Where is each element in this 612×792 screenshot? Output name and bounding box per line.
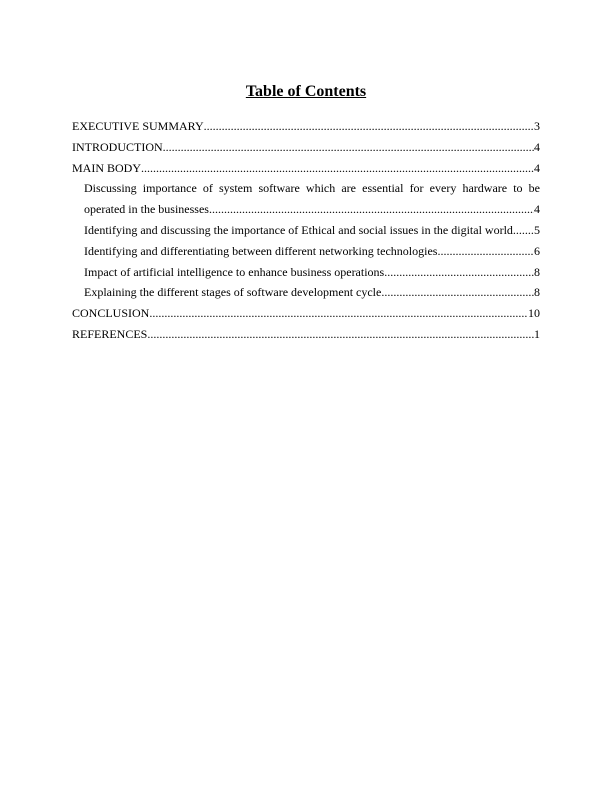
toc-page-number: 10 <box>528 306 540 321</box>
toc-entry-system-software[interactable] <box>72 178 540 220</box>
toc-page-number: 4 <box>534 202 540 217</box>
dot-leader <box>384 262 534 283</box>
toc-page-number: 5 <box>534 222 540 237</box>
toc-entry-text: Impact of artificial intelligence to enhance business operations <box>84 264 385 279</box>
toc-page-number: 8 <box>534 264 540 279</box>
toc-entry-text-line2: operated in the businesses <box>84 202 209 217</box>
toc-entry-conclusion[interactable] <box>72 303 540 324</box>
toc-entry-text: MAIN BODY <box>72 160 141 175</box>
dot-leader <box>204 116 534 137</box>
toc-entry-executive-summary[interactable] <box>72 116 540 137</box>
toc-entry-main-body[interactable] <box>72 158 540 179</box>
dot-leader <box>513 220 534 241</box>
dot-leader <box>163 137 534 158</box>
toc-entry-software-development-cycle[interactable] <box>72 282 540 303</box>
toc-entry-text: Identifying and discussing the importance of Ethical and social issues in the digital world <box>84 222 513 237</box>
toc-page-number: 8 <box>534 285 540 300</box>
toc-page-number: 4 <box>534 139 540 154</box>
toc-entry-text: CONCLUSION <box>72 306 150 321</box>
toc-page-number: 6 <box>534 243 540 258</box>
toc-entry-ethical-social-issues[interactable] <box>72 220 540 241</box>
toc-entry-references[interactable] <box>72 324 540 345</box>
table-of-contents <box>72 116 540 345</box>
dot-leader <box>149 303 528 324</box>
toc-title: Table of Contents <box>245 83 367 100</box>
dot-leader <box>141 158 534 179</box>
toc-entry-artificial-intelligence[interactable] <box>72 262 540 283</box>
toc-entry-text-line1: Discussing importance of system software which are essential for every hardware to be <box>84 181 540 196</box>
dot-leader <box>381 282 534 303</box>
toc-entry-text: Explaining the different stages of software development cycle <box>84 285 382 300</box>
toc-entry-text: Identifying and differentiating between different networking technologies <box>84 243 438 258</box>
toc-entry-networking-technologies[interactable] <box>72 241 540 262</box>
toc-entry-text: REFERENCES <box>72 326 148 341</box>
toc-entry-text: INTRODUCTION <box>72 139 163 154</box>
dot-leader <box>209 199 534 220</box>
toc-entry-introduction[interactable] <box>72 137 540 158</box>
toc-page-number: 4 <box>534 160 540 175</box>
dot-leader <box>437 241 534 262</box>
toc-page-number: 1 <box>534 326 540 341</box>
toc-page-number: 3 <box>534 119 540 133</box>
dot-leader <box>147 324 534 345</box>
toc-entry-text: EXECUTIVE SUMMARY <box>72 119 204 133</box>
